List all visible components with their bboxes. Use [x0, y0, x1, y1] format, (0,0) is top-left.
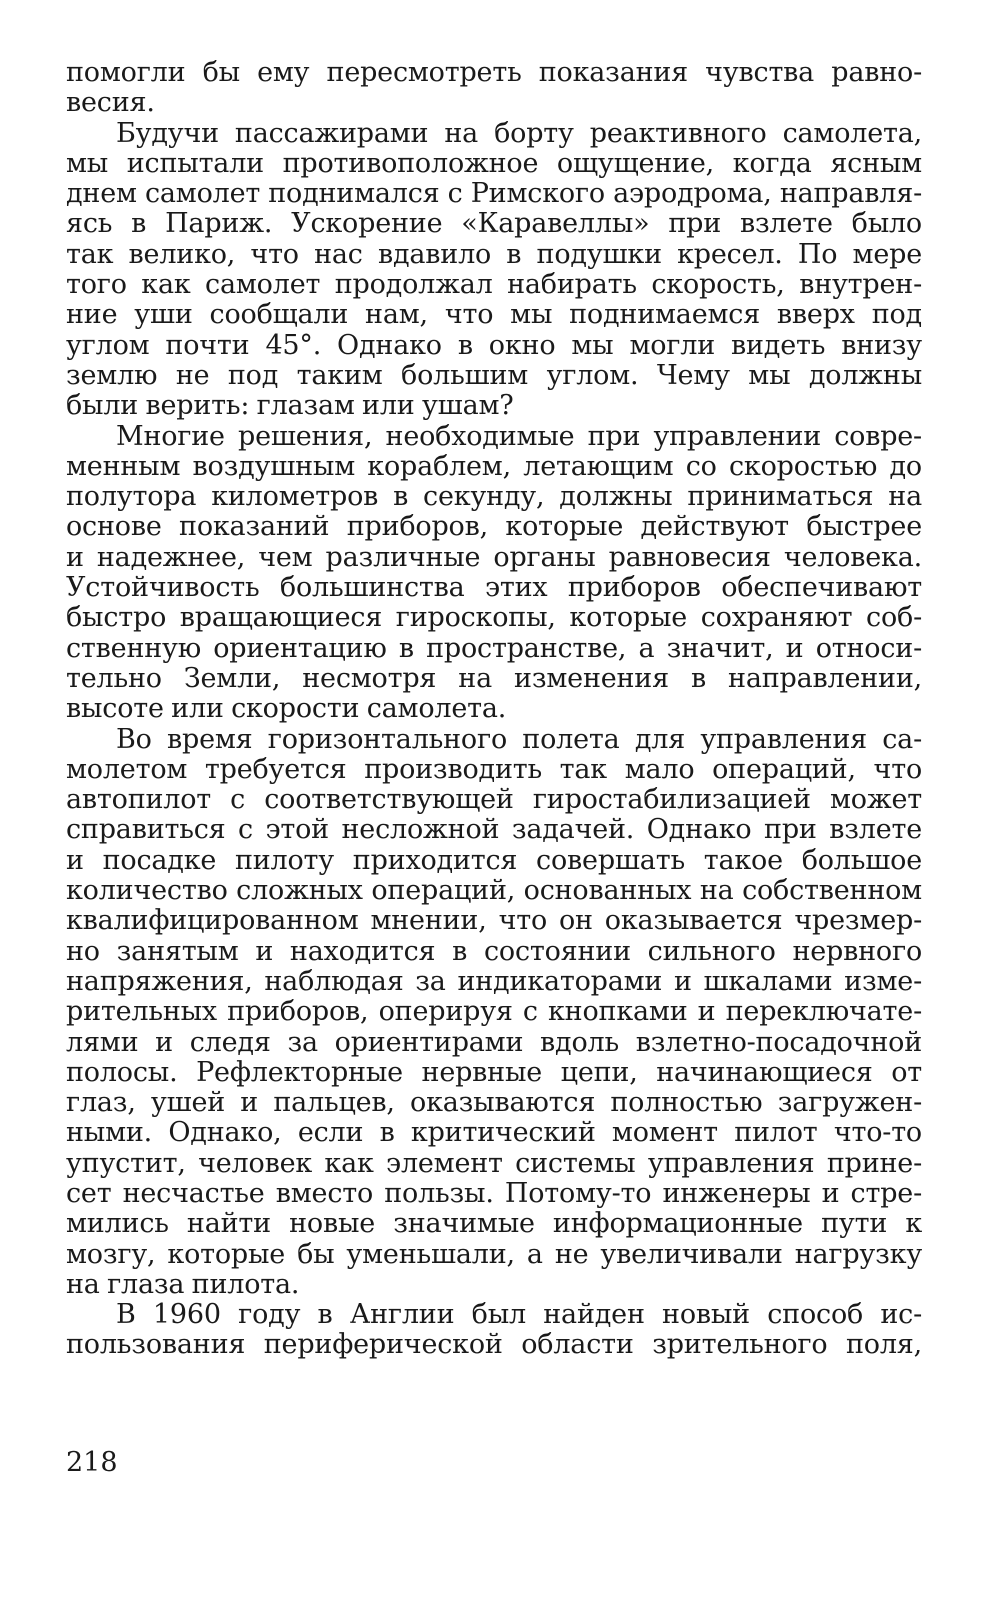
text-line: автопилот с соответствующей гиростабилизацией может: [66, 784, 922, 816]
text-line: быстро вращающиеся гироскопы, которые сохраняют соб-: [66, 602, 922, 634]
text-line: В 1960 году в Англии был найден новый способ ис-: [116, 1299, 922, 1331]
text-line: были верить: глазам или ушам?: [66, 390, 514, 422]
text-line: и посадке пилоту приходится совершать такое большое: [66, 844, 922, 876]
text-line: глаз, ушей и пальцев, оказываются полностью загружен-: [66, 1087, 922, 1119]
text-line: мозгу, которые бы уменьшали, а не увеличивали нагрузку: [66, 1238, 922, 1270]
text-line: и надежнее, чем различные органы равновесия человека.: [66, 541, 922, 573]
text-line: на глаза пилота.: [66, 1268, 300, 1300]
text-line: того как самолет продолжал набирать скорость, внутрен-: [66, 269, 922, 301]
text-line: днем самолет поднимался с Римского аэродрома, направля-: [66, 178, 922, 210]
text-line: менным воздушным кораблем, летающим со скоростью до: [66, 450, 922, 482]
text-line: основе показаний приборов, которые действуют быстрее: [66, 511, 922, 543]
text-line: количество сложных операций, основанных на собственном: [66, 875, 922, 907]
paragraph: [66, 119, 922, 422]
text-line: ственную ориентацию в пространстве, а значит, и относи-: [66, 632, 922, 664]
text-line: Устойчивость большинства этих приборов обеспечивают: [66, 572, 922, 604]
text-line: Во время горизонтального полета для управления са-: [116, 723, 922, 755]
text-line: справиться с этой несложной задачей. Однако при взлете: [66, 814, 922, 846]
text-line: ние уши сообщали нам, что мы поднимаемся вверх под: [66, 299, 922, 331]
text-line: ясь в Париж. Ускорение «Каравеллы» при взлете было: [66, 208, 922, 240]
text-line: Многие решения, необходимые при управлении совре-: [116, 420, 922, 452]
text-line: помогли бы ему пересмотреть показания чувства равно-: [66, 57, 922, 88]
paragraph: [66, 422, 922, 725]
text-line: весия.: [66, 87, 155, 119]
text-line: упустит, человек как элемент системы управления прине-: [66, 1147, 922, 1179]
text-line: полутора километров в секунду, должны приниматься на: [66, 481, 922, 513]
text-line: мы испытали противоположное ощущение, когда ясным: [66, 147, 922, 179]
paragraph: [66, 58, 922, 119]
text-line: землю не под таким большим углом. Чему мы должны: [66, 359, 922, 391]
text-line: сет несчастье вместо пользы. Потому-то инженеры и стре-: [66, 1177, 922, 1209]
page-body: [66, 58, 922, 1361]
text-line: квалифицированном мнении, что он оказывается чрезмер-: [66, 905, 922, 937]
paragraph: [66, 725, 922, 1301]
text-line: Будучи пассажирами на борту реактивного самолета,: [116, 117, 922, 149]
text-line: полосы. Рефлекторные нервные цепи, начинающиеся от: [66, 1056, 922, 1088]
text-line: ными. Однако, если в критический момент пилот что-то: [66, 1117, 922, 1149]
text-line: высоте или скорости самолета.: [66, 693, 507, 725]
page-number: 218: [66, 1447, 118, 1478]
text-line: рительных приборов, оперируя с кнопками и переключате-: [66, 996, 922, 1028]
text-line: молетом требуется производить так мало операций, что: [66, 753, 922, 785]
text-line: углом почти 45°. Однако в окно мы могли видеть внизу: [66, 329, 922, 361]
text-line: лями и следя за ориентирами вдоль взлетно-посадочной: [66, 1026, 922, 1058]
text-line: но занятым и находится в состоянии сильного нервного: [66, 935, 922, 967]
text-line: мились найти новые значимые информационные пути к: [66, 1208, 922, 1240]
text-line: напряжения, наблюдая за индикаторами и шкалами изме-: [66, 965, 922, 997]
text-line: так велико, что нас вдавило в подушки кресел. По мере: [66, 238, 922, 270]
text-line: пользования периферической области зрительного поля,: [66, 1329, 922, 1361]
paragraph: [66, 1300, 922, 1361]
text-line: тельно Земли, несмотря на изменения в направлении,: [66, 662, 922, 694]
